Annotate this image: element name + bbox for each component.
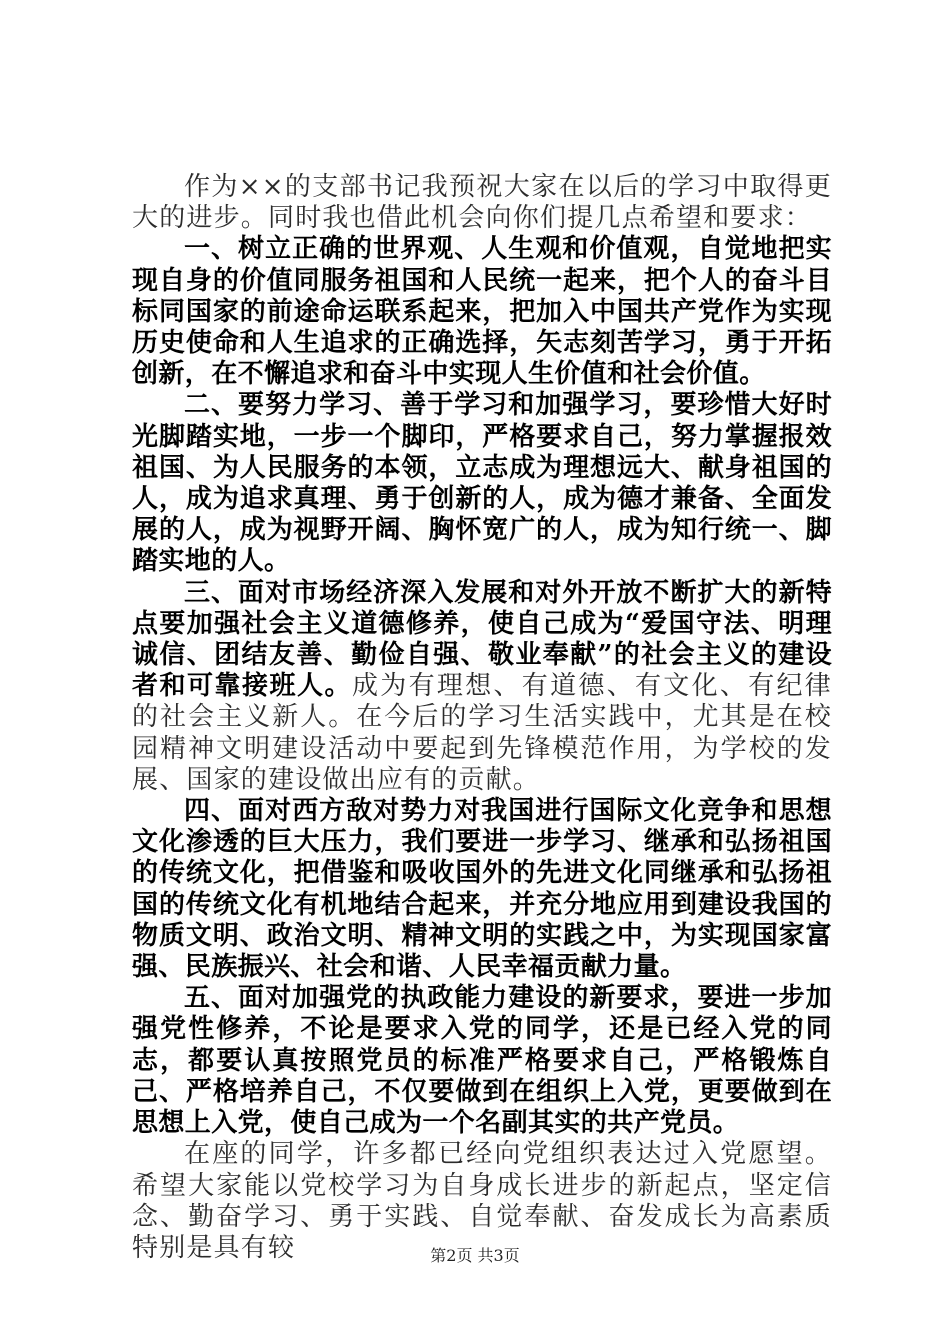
page-number-footer: 第2页 共3页 xyxy=(430,1246,520,1265)
paragraph-point-2-text: 二、要努力学习、善于学习和加强学习，要珍惜大好时光脚踏实地，一步一个脚印，严格要求自己，努力掌握报效祖国、为人民服务的本领，立志成为理想远大、献身祖国的人，成为追求真理、勇于创新的人，成为德才兼备、全面发展的人，成为视野开阔、胸怀宽广的人，成为知行统一、脚踏实地的人。 xyxy=(132,390,832,577)
paragraph-point-3-light-text: 成为有理想、有道德、有文化、有纪律的社会主义新人。在今后的学习生活实践中，尤其是在校园精神文明建设活动中要起到先锋模范作用，为学校的发展、国家的建设做出应有的贡献。 xyxy=(132,671,832,795)
paragraph-point-4-text: 四、面对西方敌对势力对我国进行国际文化竞争和思想文化渗透的巨大压力，我们要进一步学习、继承和弘扬祖国的传统文化，把借鉴和吸收国外的先进文化同继承和弘扬祖国的传统文化有机地结合起来，并充分地应用到建设我国的物质文明、政治文明、精神文明的实践之中，为实现国家富强、民族振兴、社会和谐、人民幸福贡献力量。 xyxy=(132,796,832,983)
document-body xyxy=(132,172,832,1264)
paragraph-closing-text: 在座的同学，许多都已经向党组织表达过入党愿望。希望大家能以党校学习为自身成长进步的新起点，坚定信念、勤奋学习、勇于实践、自觉奉献、奋发成长为高素质特别是具有较 xyxy=(132,1139,832,1263)
paragraph-point-2 xyxy=(132,390,832,577)
paragraph-intro xyxy=(132,172,832,234)
paragraph-intro-text: 作为××的支部书记我预祝大家在以后的学习中取得更大的进步。同时我也借此机会向你们提几点希望和要求： xyxy=(132,172,832,234)
paragraph-point-5 xyxy=(132,983,832,1139)
paragraph-point-4 xyxy=(132,796,832,983)
paragraph-point-5-text: 五、面对加强党的执政能力建设的新要求，要进一步加强党性修养，不论是要求入党的同学，还是已经入党的同志，都要认真按照党员的标准严格要求自己，严格锻炼自己、严格培养自己，不仅要做到在组织上入党，更要做到在思想上入党，使自己成为一个名副其实的共产党员。 xyxy=(132,983,832,1139)
paragraph-point-3-bold-text: 三、面对市场经济深入发展和对外开放不断扩大的新特点要加强社会主义道德修养，使自己成为“爱国守法、明理诚信、团结友善、勤俭自强、敬业奉献”的社会主义的建设者和可靠接班人。 xyxy=(132,577,832,702)
paragraph-point-1 xyxy=(132,234,832,390)
paragraph-point-1-text: 一、树立正确的世界观、人生观和价值观，自觉地把实现自身的价值同服务祖国和人民统一起来，把个人的奋斗目标同国家的前途命运联系起来，把加入中国共产党作为实现历史使命和人生追求的正确选择，矢志刻苦学习，勇于开拓创新，在不懈追求和奋斗中实现人生价值和社会价值。 xyxy=(132,234,832,390)
paragraph-point-3 xyxy=(132,578,832,796)
